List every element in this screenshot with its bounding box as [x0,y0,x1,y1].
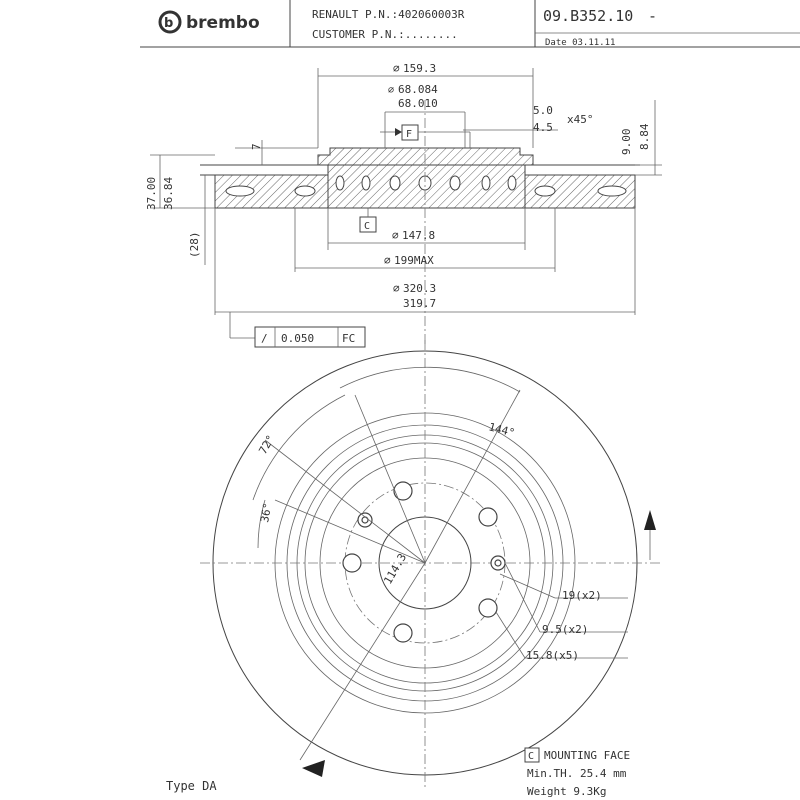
outer-symbol: ⌀ [393,282,400,295]
hub-lower: 68.010 [398,97,438,110]
tolerance-symbol: / [261,332,268,345]
thickness-lower: 8.84 [638,123,651,150]
part-suffix: - [648,7,658,25]
hole-callout-b: 9.5(x2) [542,623,589,636]
tolerance-ref: FC [342,332,356,345]
plan-dimensions [256,420,601,662]
hole-callout-a: 19(x2) [562,589,602,602]
brembo-logo-b: b [164,16,174,31]
dia-147: 147.8 [402,229,436,242]
mounting-c: C [528,751,535,762]
rotation-arrow-right [644,510,656,530]
hub-holes [336,176,516,190]
outer-upper: 320.3 [403,282,437,295]
outer-lower: 319.7 [403,297,437,310]
height-seven: 7 [250,143,263,150]
drawing-date: Date 03.11.11 [545,38,616,48]
flag-c: C [364,221,371,232]
dia-199: 199MAX [394,254,434,267]
brand-name: brembo [186,13,260,33]
tolerance-value: 0.050 [281,332,315,345]
chamfer-lower: 4.5 [533,121,553,134]
dia-147-symbol: ⌀ [392,229,399,242]
rotation-arrow-left [302,760,325,777]
min-thickness: Min.TH. 25.4 mm [527,767,627,780]
height-upper: 37.00 [145,176,158,210]
dia-hub-symbol: ⌀ [388,85,395,96]
angle-36: 36° [258,501,275,524]
lug-holes [343,482,497,642]
chamfer-angle: x45° [567,113,594,126]
dia-159-symbol: ⌀ [393,62,400,75]
chamfer-upper: 5.0 [533,104,553,117]
customer-part-number: CUSTOMER P.N.:........ [312,28,458,41]
pcd-value: 114.3 [381,551,410,587]
weight: Weight 9.3Kg [527,785,607,798]
hub-upper: 68.084 [398,83,438,96]
angle-144: 144° [487,420,517,440]
oem-part-number: RENAULT P.N.:402060003R [312,8,465,21]
part-number: 09.B352.10 [543,7,634,25]
angle-72: 72° [256,432,278,457]
brembo-logo [160,12,260,33]
disc-type: Type DA [166,779,217,793]
thickness-upper: 9.00 [620,128,633,155]
height-ref: (28) [188,231,201,258]
height-lower: 36.84 [162,176,175,210]
title-block [140,0,800,48]
hole-callout-c: 15.8(x5) [526,649,579,662]
dia-159: 159.3 [403,62,437,75]
dia-199-symbol: ⌀ [384,254,391,267]
plan-view [200,340,660,790]
mounting-face-label: MOUNTING FACE [544,749,631,762]
flag-f: F [406,129,413,140]
